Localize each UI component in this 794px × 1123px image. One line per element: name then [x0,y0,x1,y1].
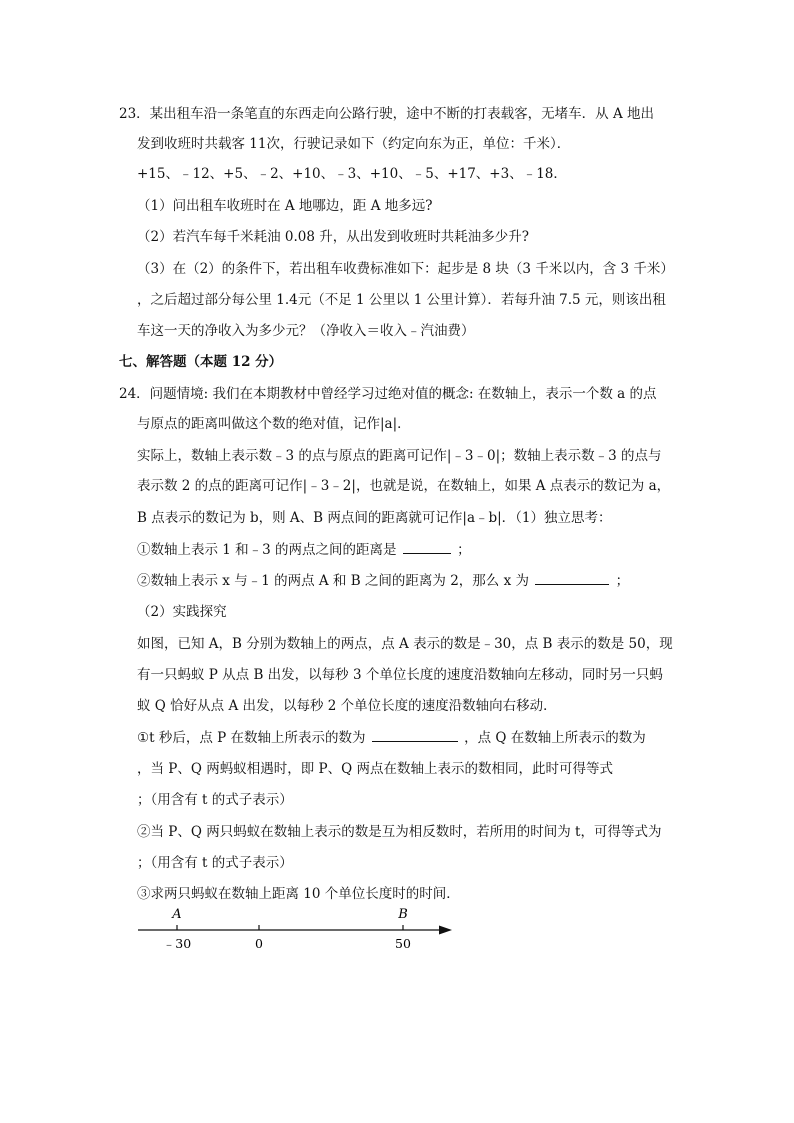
q24-line14: ；（用含有 t 的式子表示） [137,792,293,808]
q24-line16: ；（用含有 t 的式子表示） [137,855,293,871]
q24-question1-text: ①数轴上表示 1 和﹣3 的两点之间的距离是 [137,542,397,558]
q24-question1 [137,540,471,560]
number-line-figure [130,900,470,960]
answer-blank-1[interactable] [403,541,451,554]
answer-blank-3[interactable] [372,729,458,742]
q23-line2: 发到收班时共载客 11次，行驶记录如下（约定向东为正，单位：千米）． [137,136,571,152]
q24-line12-text-a: ①t 秒后，点 P 在数轴上所表示的数为 [137,730,366,746]
label-point-a: A [172,907,182,922]
tick-label-0: 0 [255,936,263,951]
q24-question2-text: ②数轴上表示 x 与﹣1 的两点 A 和 B 之间的距离为 2，那么 x 为 [137,573,529,589]
q24-part2-heading: （2）实践探究 [137,604,227,620]
q24-question1-end: ； [457,542,471,558]
q24-line15: ②当 P、Q 两只蚂蚁在数轴上表示的数是互为相反数时，若所用的时间为 t，可得等式为 [137,824,662,840]
q23-records: +15、﹣12、+5、﹣2、+10、﹣3、+10、﹣5、+17、+3、﹣18． [137,166,567,182]
q24-line12 [137,728,646,748]
q23-part3-line3: 车这一天的净收入为多少元？（净收入＝收入﹣汽油费） [137,323,475,339]
q23-part2: （2）若汽车每千米耗油 0.08 升，从出发到收班时共耗油多少升? [137,229,529,245]
q23-part3-line1: （3）在（2）的条件下，若出租车收费标准如下：起步是 8 块（3 千米以内，含 3 千米） [137,261,674,277]
q24-line4: 表示数 2 的点的距离可记作|﹣3﹣2|，也就是说，在数轴上，如果 A 点表示的数记为 a， [137,478,671,494]
q23-part1: （1）问出租车收班时在 A 地哪边，距 A 地多远? [137,198,433,214]
label-point-b: B [398,907,408,922]
q23-line1: 23．某出租车沿一条笔直的东西走向公路行驶，途中不断的打表载客，无堵车．从 A 地出 [119,106,655,122]
answer-blank-2[interactable] [535,572,609,585]
q24-line13: ，当 P、Q 两蚂蚁相遇时，即 P、Q 两点在数轴上表示的数相同，此时可得等式 [137,761,613,777]
tick-label-neg30: ﹣30 [162,936,192,951]
q23-part3-line2: ，之后超过部分每公里 1.4元（不足 1 公里以 1 公里计算）．若每升油 7.5 元，则该出租 [137,292,666,308]
q24-line3: 实际上，数轴上表示数﹣3 的点与原点的距离可记作|﹣3﹣0|；数轴上表示数﹣3 的点与 [137,448,662,464]
q24-line11: 蚁 Q 恰好从点 A 出发，以每秒 2 个单位长度的速度沿数轴向右移动． [137,698,557,714]
tick-label-50: 50 [395,936,411,951]
q24-line12-text-b: ，点 Q 在数轴上所表示的数为 [464,730,646,746]
q24-line1: 24．问题情境: 我们在本期教材中曾经学习过绝对值的概念: 在数轴上，表示一个数 a 的点 [119,386,657,402]
q24-line10: 有一只蚂蚁 P 从点 B 出发，以每秒 3 个单位长度的速度沿数轴向左移动，同时另一只蚂 [137,667,663,683]
q24-question2 [137,571,629,591]
q24-line17: ③求两只蚂蚁在数轴上距离 10 个单位长度时的时间． [137,886,460,902]
q24-line5: B 点表示的数记为 b，则 A、B 两点间的距离就可记作|a﹣b|．（1）独立思考： [137,510,612,526]
q24-line9: 如图，已知 A，B 分别为数轴上的两点，点 A 表示的数是﹣30，点 B 表示的数是 50，现 [137,636,673,652]
q24-question2-end: ； [615,573,630,589]
number-line-arrow [439,926,452,935]
q24-line2: 与原点的距离叫做这个数的绝对值，记作|a|． [137,416,411,432]
section-heading: 七、解答题（本题 12 分） [119,354,283,370]
